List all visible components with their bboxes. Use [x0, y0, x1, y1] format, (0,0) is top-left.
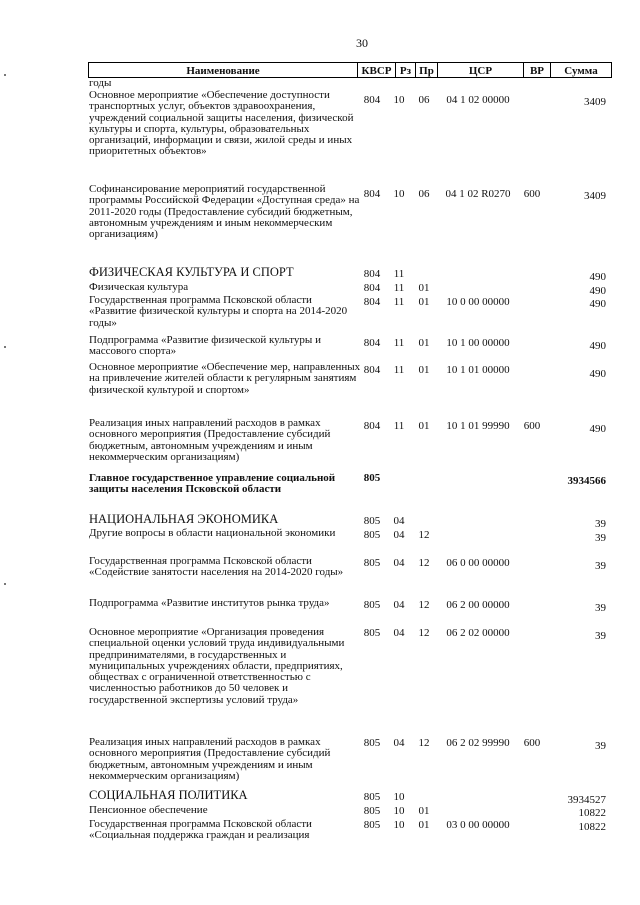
- cell-name: Государственная программа Псковской области «Социальная поддержка граждан и реализация: [89, 818, 312, 842]
- cell-kvsr: 804: [363, 282, 381, 294]
- cell-kvsr: 805: [363, 791, 381, 803]
- cell-rz: 10: [393, 819, 405, 831]
- scan-speck: [4, 74, 6, 76]
- cell-rz: 10: [393, 805, 405, 817]
- cell-kvsr: 805: [363, 599, 381, 611]
- cell-name: годы: [89, 77, 112, 89]
- cell-name: Физическая культура: [89, 281, 189, 293]
- header-vr: ВР: [523, 62, 551, 78]
- cell-rz: 11: [393, 282, 405, 294]
- cell-pr: 12: [418, 557, 430, 569]
- cell-rz: 11: [393, 296, 405, 308]
- cell-pr: 01: [418, 364, 430, 376]
- cell-name: Реализация иных направлений расходов в рамках основного мероприятия (Предоставление субсидий бюджетным, автономным учреждениям и иным некоммерческим организациям): [89, 736, 331, 782]
- cell-pr: 06: [418, 94, 430, 106]
- cell-pr: 12: [418, 599, 430, 611]
- cell-name: Основное мероприятие «Организация проведения специальной оценки условий труда индивидуальными предпринимателями, в государственных и муниципальных учреждениях области, предприятиях, обществах с ограниченной ответственностью с численностью работников до 50 человек и государственной экспертизы условий труда»: [89, 626, 345, 706]
- cell-rz: 04: [393, 599, 405, 611]
- header-pr: Пр: [415, 62, 438, 78]
- cell-name: Софинансирование мероприятий государственной программы Российской Федерации «Доступная среда» на 2011-2020 годы (Предоставление субсидий бюджетным, автономным учреждениям и иным некоммерческим организациям): [89, 183, 360, 241]
- cell-name: СОЦИАЛЬНАЯ ПОЛИТИКА: [89, 788, 248, 802]
- cell-rz: 04: [393, 515, 405, 527]
- cell-rz: 10: [393, 791, 405, 803]
- cell-kvsr: 804: [363, 337, 381, 349]
- cell-pr: 01: [418, 819, 430, 831]
- cell-kvsr: 805: [363, 819, 381, 831]
- cell-rz: 11: [393, 268, 405, 280]
- cell-sum: 39: [595, 518, 606, 530]
- cell-pr: 01: [418, 282, 430, 294]
- cell-kvsr: 804: [363, 94, 381, 106]
- cell-sum: 39: [595, 740, 606, 752]
- cell-csr: 06 2 02 00000: [446, 627, 510, 639]
- cell-sum: 3409: [584, 96, 606, 108]
- cell-sum: 3934527: [567, 794, 606, 806]
- cell-rz: 04: [393, 557, 405, 569]
- cell-kvsr: 804: [363, 188, 381, 200]
- cell-rz: 04: [393, 737, 405, 749]
- cell-name: Подпрограмма «Развитие физической культуры и массового спорта»: [89, 334, 321, 358]
- cell-name: ФИЗИЧЕСКАЯ КУЛЬТУРА И СПОРТ: [89, 265, 294, 279]
- cell-vr: 600: [523, 420, 541, 432]
- cell-sum: 490: [589, 368, 606, 380]
- cell-name: Подпрограмма «Развитие институтов рынка труда»: [89, 597, 330, 609]
- cell-csr: 06 2 00 00000: [446, 599, 510, 611]
- cell-kvsr: 805: [363, 737, 381, 749]
- cell-kvsr: 804: [363, 364, 381, 376]
- cell-pr: 12: [418, 627, 430, 639]
- cell-rz: 11: [393, 337, 405, 349]
- cell-sum: 3409: [584, 190, 606, 202]
- page-number: 30: [356, 36, 368, 50]
- cell-sum: 39: [595, 560, 606, 572]
- cell-kvsr: 805: [363, 805, 381, 817]
- cell-pr: 01: [418, 296, 430, 308]
- cell-sum: 490: [589, 423, 606, 435]
- cell-pr: 12: [418, 529, 430, 541]
- cell-csr: 04 1 02 R0270: [445, 188, 511, 200]
- header-rz: Рз: [395, 62, 416, 78]
- cell-csr: 06 0 00 00000: [446, 557, 510, 569]
- cell-pr: 01: [418, 337, 430, 349]
- header-kvsr: КВСР: [357, 62, 396, 78]
- cell-kvsr: 804: [363, 296, 381, 308]
- cell-sum: 3934566: [567, 475, 606, 487]
- cell-kvsr: 805: [363, 472, 381, 484]
- cell-rz: 11: [393, 420, 405, 432]
- cell-pr: 06: [418, 188, 430, 200]
- cell-name: Пенсионное обеспечение: [89, 804, 208, 816]
- cell-rz: 10: [393, 94, 405, 106]
- cell-kvsr: 804: [363, 420, 381, 432]
- cell-csr: 04 1 02 00000: [446, 94, 510, 106]
- cell-pr: 12: [418, 737, 430, 749]
- cell-sum: 10822: [578, 821, 606, 833]
- cell-rz: 04: [393, 529, 405, 541]
- cell-sum: 39: [595, 532, 606, 544]
- cell-kvsr: 805: [363, 557, 381, 569]
- cell-kvsr: 805: [363, 515, 381, 527]
- cell-pr: 01: [418, 420, 430, 432]
- cell-sum: 39: [595, 630, 606, 642]
- cell-csr: 10 1 00 00000: [446, 337, 510, 349]
- cell-name: НАЦИОНАЛЬНАЯ ЭКОНОМИКА: [89, 512, 279, 526]
- cell-rz: 10: [393, 188, 405, 200]
- scan-speck: [4, 583, 6, 585]
- scan-speck: [4, 346, 6, 348]
- cell-csr: 03 0 00 00000: [446, 819, 510, 831]
- cell-rz: 11: [393, 364, 405, 376]
- cell-name: Реализация иных направлений расходов в рамках основного мероприятия (Предоставление субсидий бюджетным, автономным учреждениям и иным некоммерческим организациям): [89, 417, 331, 463]
- cell-sum: 10822: [578, 807, 606, 819]
- cell-kvsr: 805: [363, 529, 381, 541]
- cell-kvsr: 805: [363, 627, 381, 639]
- cell-rz: 04: [393, 627, 405, 639]
- cell-csr: 10 1 01 99990: [446, 420, 510, 432]
- cell-sum: 39: [595, 602, 606, 614]
- cell-vr: 600: [523, 737, 541, 749]
- cell-name: Государственная программа Псковской области «Содействие занятости населения на 2014-2020 годы»: [89, 555, 344, 579]
- cell-pr: 01: [418, 805, 430, 817]
- cell-sum: 490: [589, 340, 606, 352]
- cell-sum: 490: [589, 285, 606, 297]
- cell-csr: 10 0 00 00000: [446, 296, 510, 308]
- cell-sum: 490: [589, 271, 606, 283]
- cell-kvsr: 804: [363, 268, 381, 280]
- header-sum: Сумма: [550, 62, 612, 78]
- cell-sum: 490: [589, 298, 606, 310]
- cell-name: Основное мероприятие «Обеспечение мер, направленных на привлечение жителей области к регулярным занятиям физической культурой и спортом»: [89, 361, 361, 396]
- cell-csr: 10 1 01 00000: [446, 364, 510, 376]
- cell-csr: 06 2 02 99990: [446, 737, 510, 749]
- header-csr: ЦСР: [437, 62, 524, 78]
- cell-vr: 600: [523, 188, 541, 200]
- cell-name: Другие вопросы в области национальной экономики: [89, 527, 336, 539]
- cell-name: Главное государственное управление социальной защиты населения Псковской области: [89, 472, 336, 496]
- cell-name: Государственная программа Псковской области «Развитие физической культуры и спорта на 2014-2020 годы»: [89, 294, 348, 329]
- cell-name: Основное мероприятие «Обеспечение доступности транспортных услуг, объектов здравоохранения, учреждений социальной защиты населения, физической культуры и спорта, культуры, образовательных организаций, информации и связи, жилой среды и иных приоритетных объектов»: [89, 89, 354, 158]
- header-name: Наименование: [88, 62, 358, 78]
